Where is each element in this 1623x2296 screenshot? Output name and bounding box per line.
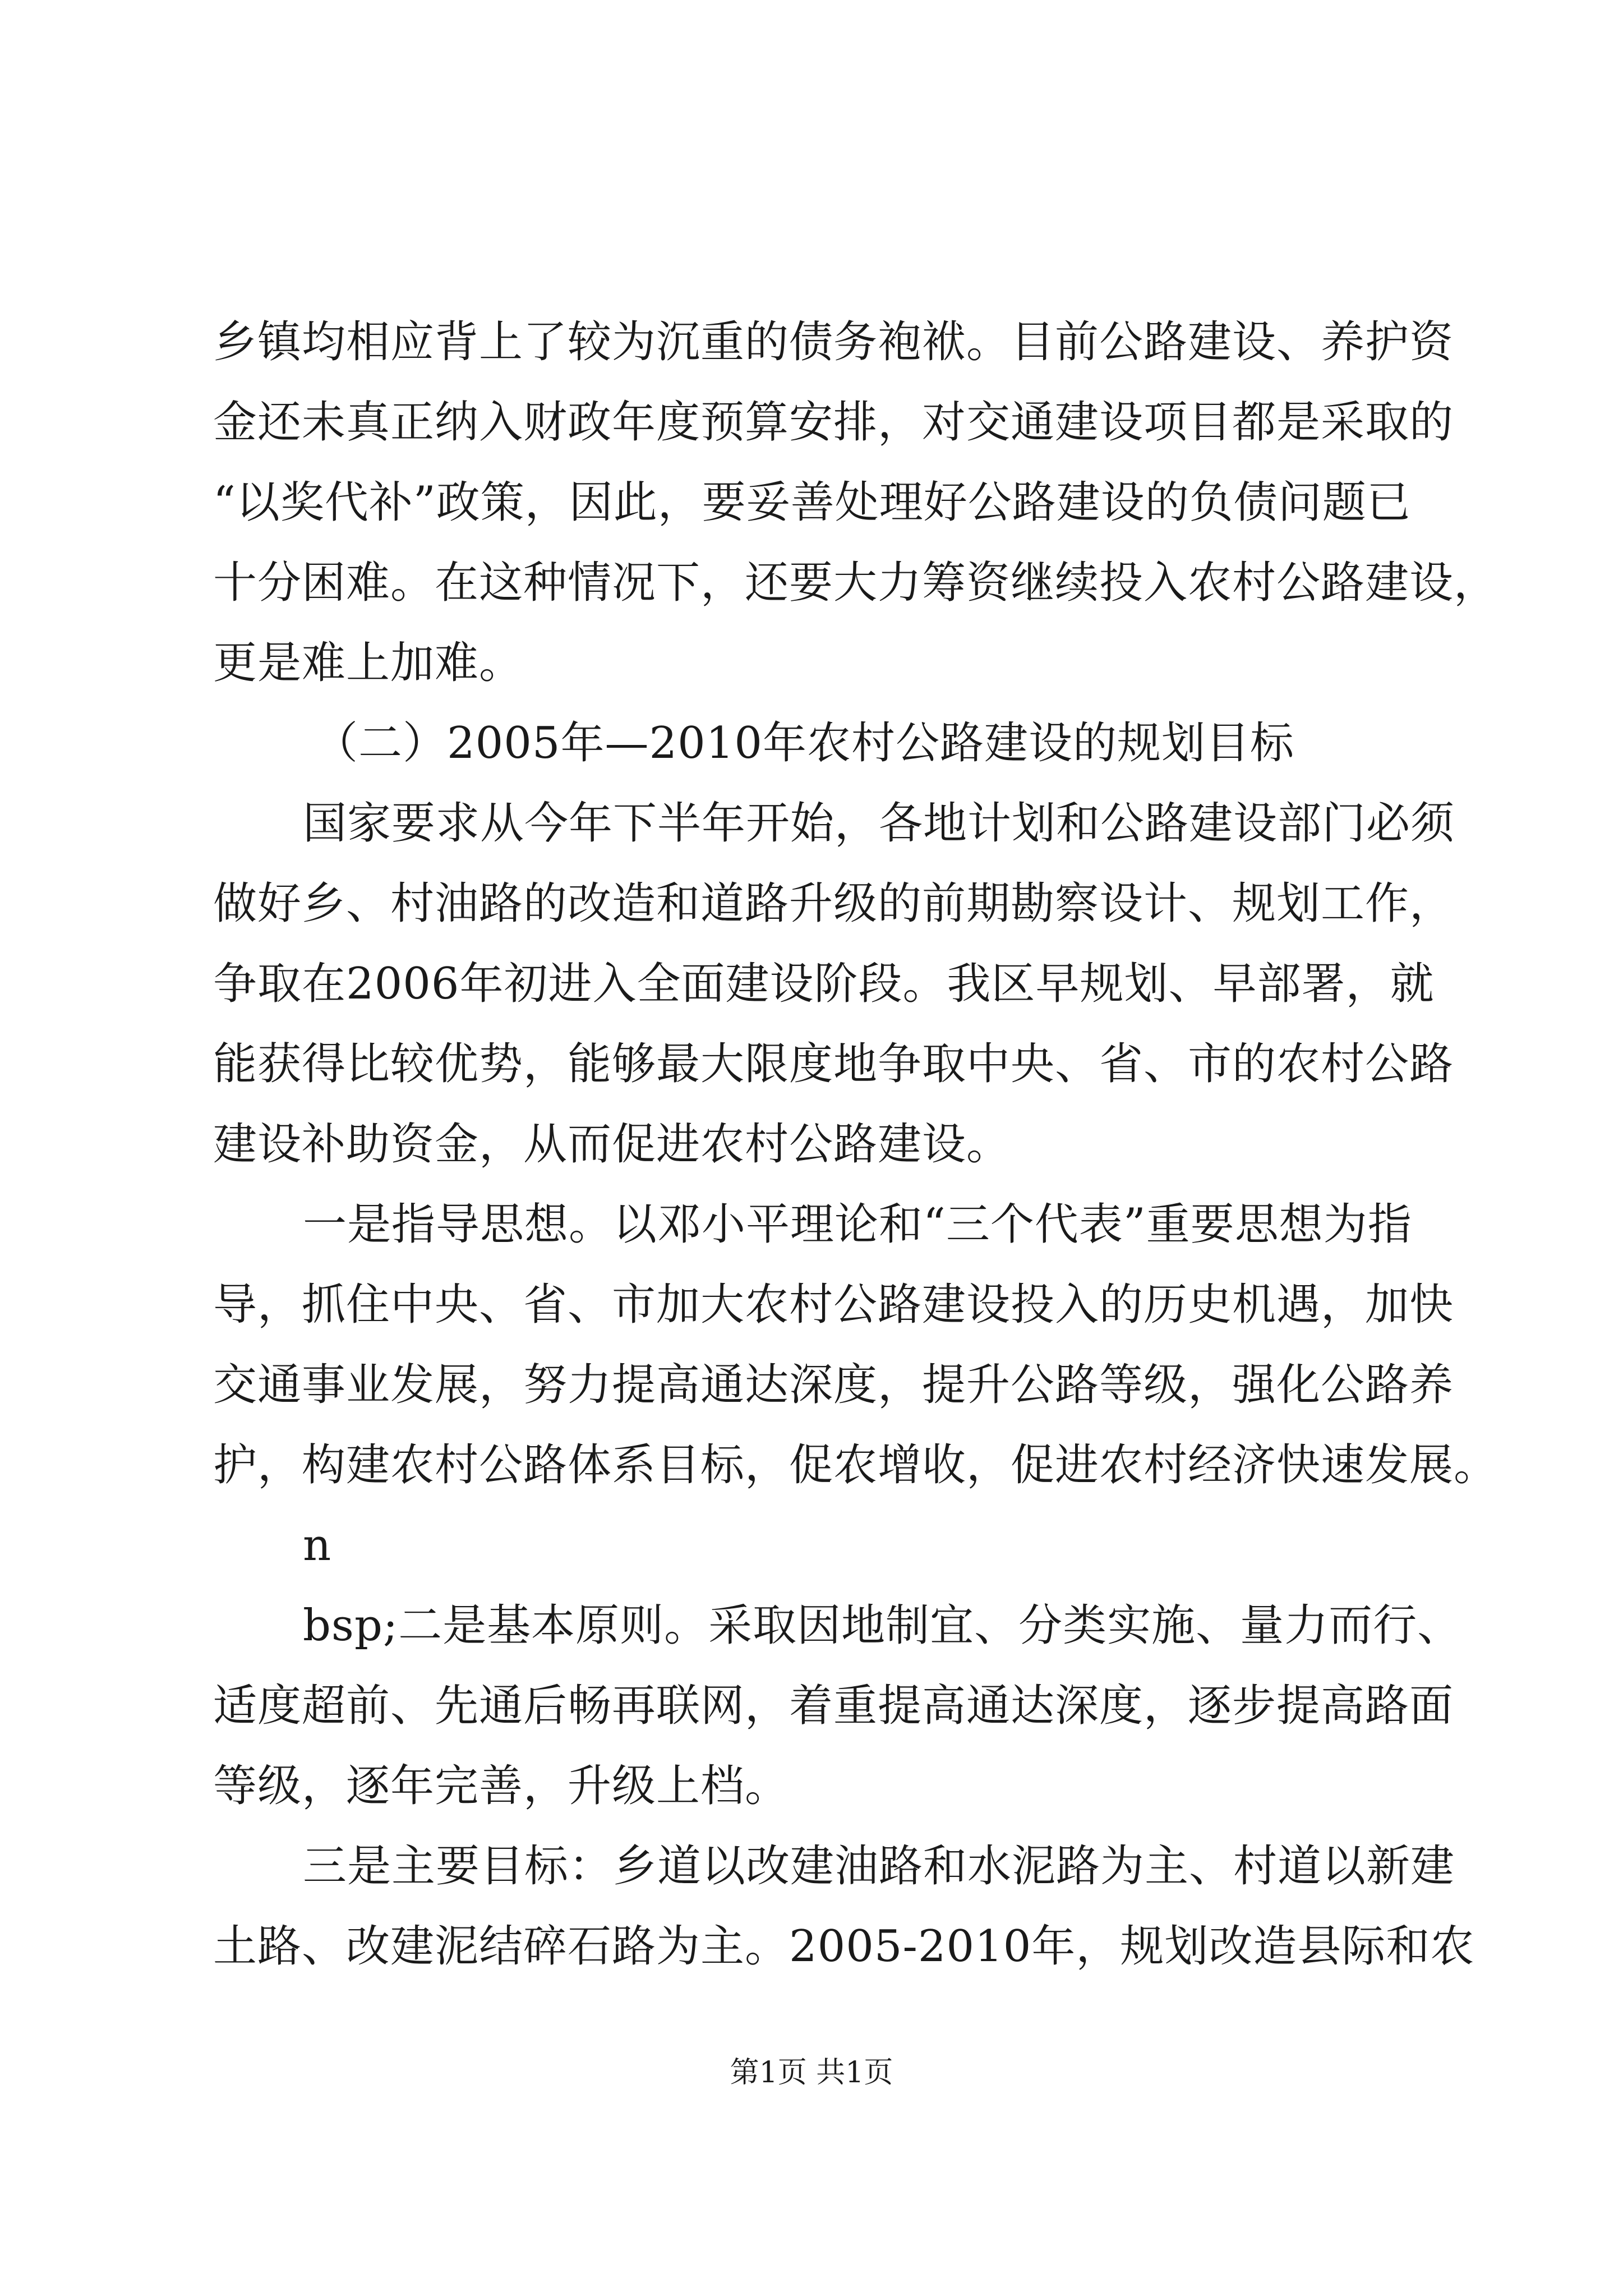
text-line-14: 交通事业发展，努力提高通达深度，提升公路等级，强化公路养 xyxy=(213,1360,1454,1410)
section-heading: （二）2005年—2010年农村公路建设的规划目标 xyxy=(314,718,1295,769)
text-line-12: 一是指导思想。以邓小平理论和“三个代表”重要思想为指 xyxy=(303,1199,1412,1250)
text-line-2: 金还未真正纳入财政年度预算安排，对交通建设项目都是采取的 xyxy=(213,397,1454,448)
text-line-4: 十分困难。在这种情况下，还要大力筹资继续投入农村公路建设， xyxy=(213,558,1498,608)
text-line-10: 能获得比较优势，能够最大限度地争取中央、省、市的农村公路 xyxy=(213,1039,1454,1089)
text-line-16: n xyxy=(303,1520,332,1571)
text-line-17: bsp;二是基本原则。采取因地制宜、分类实施、量力而行、 xyxy=(303,1600,1462,1651)
text-line-3: “以奖代补”政策，因此，要妥善处理好公路建设的负债问题已 xyxy=(213,477,1411,528)
text-line-20: 三是主要目标：乡道以改建油路和水泥路为主、村道以新建 xyxy=(303,1841,1455,1892)
text-line-18: 适度超前、先通后畅再联网，着重提高通达深度，逐步提高路面 xyxy=(213,1681,1454,1731)
text-line-13: 导，抓住中央、省、市加大农村公路建设投入的历史机遇，加快 xyxy=(213,1280,1454,1330)
text-line-9: 争取在2006年初进入全面建设阶段。我区早规划、早部署，就 xyxy=(213,959,1435,1009)
text-line-19: 等级，逐年完善，升级上档。 xyxy=(213,1761,790,1811)
page-footer: 第1页 共1页 xyxy=(730,2056,893,2090)
text-line-21: 土路、改建泥结碎石路为主。2005-2010年，规划改造县际和农 xyxy=(213,1921,1475,1972)
text-line-1: 乡镇均相应背上了较为沉重的债务袍袱。目前公路建设、养护资 xyxy=(213,317,1454,367)
text-line-11: 建设补助资金，从而促进农村公路建设。 xyxy=(213,1119,1011,1170)
text-line-8: 做好乡、村油路的改造和道路升级的前期勘察设计、规划工作， xyxy=(213,878,1454,929)
text-line-7: 国家要求从今年下半年开始，各地计划和公路建设部门必须 xyxy=(303,798,1455,849)
text-line-5: 更是难上加难。 xyxy=(213,638,524,688)
text-line-15: 护，构建农村公路体系目标，促农增收，促进农村经济快速发展。 xyxy=(213,1440,1498,1490)
